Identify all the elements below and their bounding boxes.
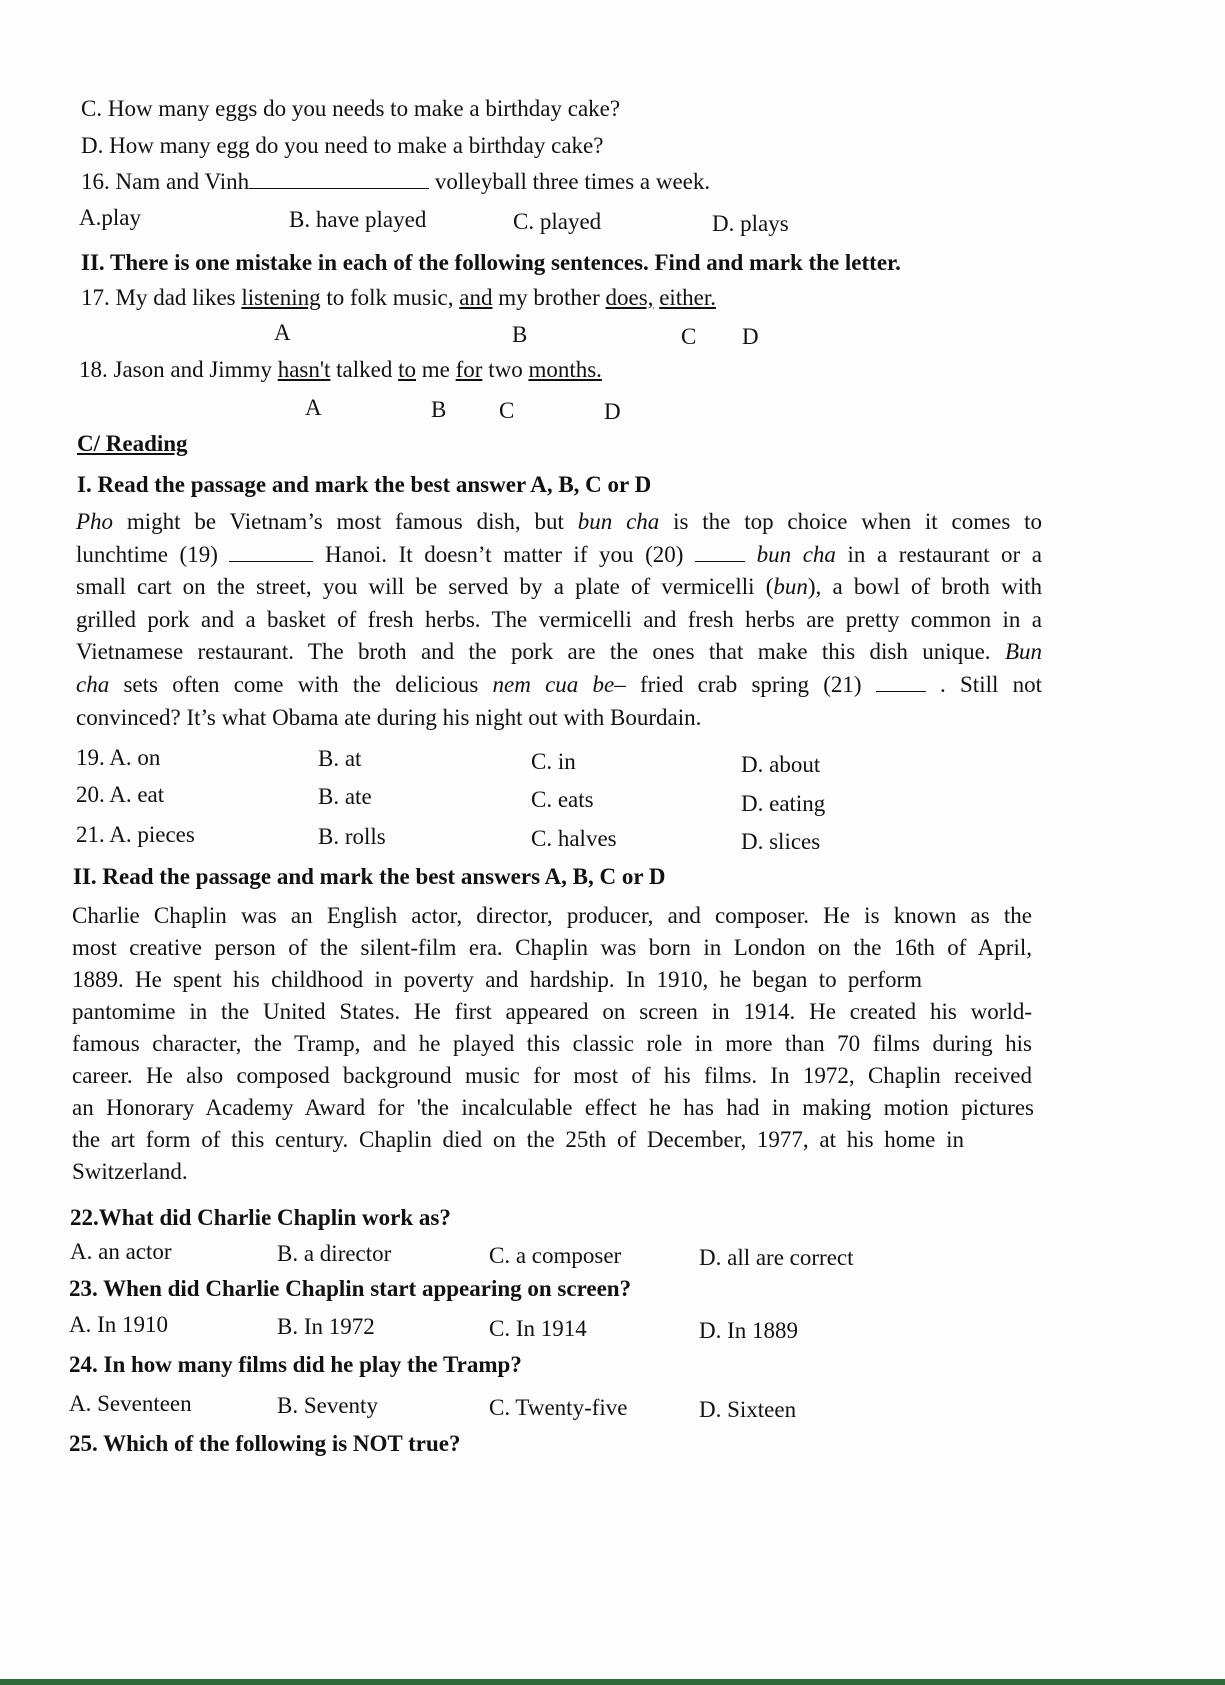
q23-option-d: D. In 1889 — [699, 1318, 799, 1343]
passage-line: pantomime in the United States. He first appeared on screen in 1914. He created his world- — [72, 999, 1032, 1024]
q17-letter-b: B — [512, 322, 528, 347]
q20-option-b: B. ate — [318, 784, 372, 809]
answer-blank-19 — [229, 541, 313, 562]
passage-line: 1889. He spent his childhood in poverty and hardship. In 1910, he began to perform — [72, 967, 922, 992]
passage-line: lunchtime (19) Hanoi. It doesn’t matter if you (20) bun cha in a restaurant or a — [76, 541, 1042, 567]
passage-line: career. He also composed background music for most of his films. In 1972, Chaplin received — [72, 1063, 1032, 1088]
q24-question: 24. In how many films did he play the Tramp? — [69, 1352, 522, 1377]
q17-letter-d: D — [742, 324, 759, 349]
passage-line: convinced? It’s what Obama ate during his night out with Bourdain. — [76, 704, 702, 730]
q23-option-b: B. In 1972 — [277, 1314, 375, 1339]
q24-option-a: A. Seventeen — [69, 1391, 192, 1416]
q22-option-d: D. all are correct — [699, 1245, 854, 1270]
q22-option-a: A. an actor — [70, 1239, 172, 1264]
q22-option-c: C. a composer — [489, 1243, 622, 1268]
q17-underline-b: and — [459, 285, 493, 310]
answer-blank — [249, 168, 429, 189]
q19-option-d: D. about — [741, 752, 821, 777]
q18-letter-d: D — [604, 399, 621, 424]
q18-sentence: 18. Jason and Jimmy hasn't talked to me for two months. — [79, 357, 602, 382]
passage-line: famous character, the Tramp, and he played this classic role in more than 70 films during his — [72, 1031, 1032, 1056]
q22-option-b: B. a director — [277, 1241, 392, 1266]
q18-letter-a: A — [305, 395, 322, 420]
q17-letter-a: A — [274, 320, 291, 345]
q15-option-d: D. How many egg do you need to make a birthday cake? — [81, 133, 604, 158]
q18-underline-b: to — [398, 357, 416, 382]
passage-line: most creative person of the silent-film era. Chaplin was born in London on the 16th of April, — [72, 935, 1032, 960]
q23-option-a: A. In 1910 — [69, 1312, 169, 1337]
q21-option-d: D. slices — [741, 829, 821, 854]
passage-line: Pho might be Vietnam’s most famous dish, but bun cha is the top choice when it comes to — [76, 509, 1042, 534]
q18-underline-c: for — [455, 357, 483, 382]
q17-underline-c: does, — [605, 285, 654, 310]
q24-option-c: C. Twenty-five — [489, 1395, 628, 1420]
passage-line: small cart on the street, you will be served by a plate of vermicelli (bun), a bowl of broth with — [76, 574, 1042, 600]
q20-option-c: C. eats — [531, 787, 594, 812]
q16-option-b: B. have played — [289, 207, 427, 232]
q18-underline-a: hasn't — [277, 357, 331, 382]
scan-edge — [0, 1679, 1225, 1685]
q24-option-d: D. Sixteen — [699, 1397, 797, 1422]
q16-option-a: A.play — [79, 205, 141, 230]
passage-line: an Honorary Academy Award for 'the incalculable effect he has had in making motion pictures — [72, 1095, 1034, 1120]
passage-line: Switzerland. — [72, 1159, 188, 1184]
answer-blank-21 — [876, 671, 926, 692]
q17-letter-c: C — [681, 324, 697, 349]
q17-sentence: 17. My dad likes listening to folk music, and my brother does, either. — [81, 285, 717, 310]
q17-underline-a: listening — [241, 285, 321, 310]
mistake-section-heading: II. There is one mistake in each of the following sentences. Find and mark the letter. — [81, 250, 901, 275]
reading-section-title: C/ Reading — [77, 431, 188, 456]
q16-option-c: C. played — [513, 209, 602, 234]
passage-line: Charlie Chaplin was an English actor, director, producer, and composer. He is known as the — [72, 903, 1032, 928]
answer-blank-20 — [695, 541, 745, 562]
q19-option-c: C. in — [531, 749, 576, 774]
q18-underline-d: months. — [528, 357, 602, 382]
reading-part1-heading: I. Read the passage and mark the best answer A, B, C or D — [77, 472, 652, 497]
q18-letter-c: C — [499, 398, 515, 423]
q22-question: 22.What did Charlie Chaplin work as? — [70, 1205, 451, 1230]
q16-question: 16. Nam and Vinh volleyball three times a week. — [81, 169, 711, 194]
passage-line: Vietnamese restaurant. The broth and the pork are the ones that make this dish unique. Bun — [76, 639, 1042, 665]
q17-underline-d: either. — [659, 285, 717, 310]
q23-question: 23. When did Charlie Chaplin start appearing on screen? — [69, 1276, 632, 1301]
q15-option-c: C. How many eggs do you needs to make a birthday cake? — [81, 96, 621, 121]
q21-option-c: C. halves — [531, 826, 617, 851]
q21-option-b: B. rolls — [318, 824, 386, 849]
q23-option-c: C. In 1914 — [489, 1316, 587, 1341]
q19-option-b: B. at — [318, 746, 362, 771]
passage-line: grilled pork and a basket of fresh herbs. The vermicelli and fresh herbs are pretty common in a — [76, 606, 1042, 632]
q20-option-d: D. eating — [741, 791, 826, 816]
q19-option-a: 19. A. on — [76, 745, 161, 770]
q20-option-a: 20. A. eat — [76, 782, 165, 807]
reading-passage-1 — [76, 506, 1042, 734]
q18-letter-b: B — [431, 397, 447, 422]
q25-question: 25. Which of the following is NOT true? — [69, 1431, 461, 1456]
q21-option-a: 21. A. pieces — [76, 822, 195, 847]
reading-passage-2 — [72, 900, 1032, 1188]
passage-line: cha sets often come with the delicious nem cua be– fried crab spring (21) . Still not — [76, 671, 1043, 697]
q16-option-d: D. plays — [712, 211, 789, 236]
reading-part2-heading: II. Read the passage and mark the best answers A, B, C or D — [73, 864, 666, 889]
q24-option-b: B. Seventy — [277, 1393, 378, 1418]
passage-line: the art form of this century. Chaplin died on the 25th of December, 1977, at his home in — [72, 1127, 964, 1152]
